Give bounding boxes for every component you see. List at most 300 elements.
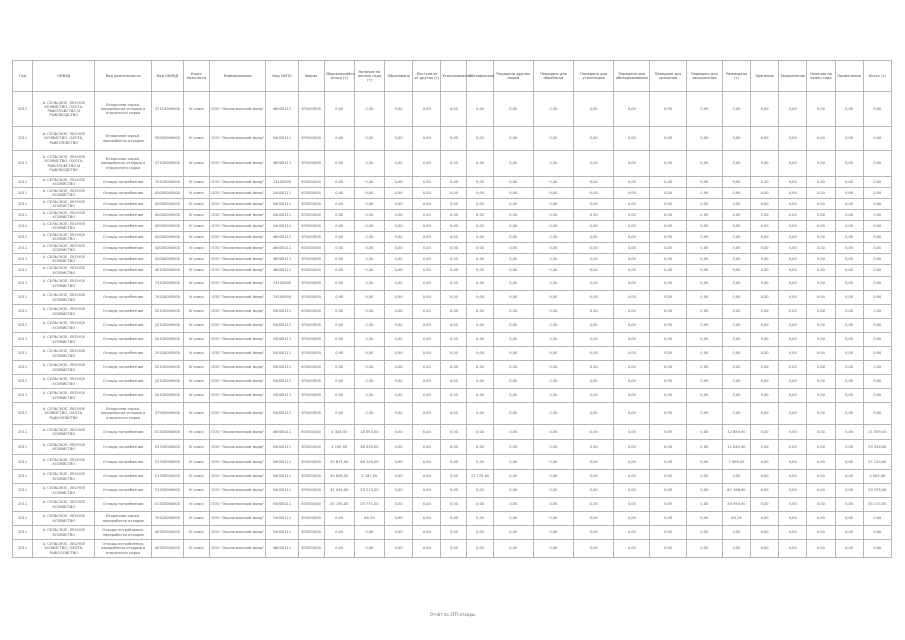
table-cell: 0,00 bbox=[863, 403, 891, 425]
table-cell: IV класс bbox=[183, 425, 209, 440]
table-cell: Отходы потребления bbox=[95, 455, 151, 470]
table-cell: 0,00 bbox=[614, 425, 650, 440]
table-cell: 0,00 bbox=[614, 92, 650, 127]
column-header: Наличие на конец года bbox=[807, 61, 835, 92]
table-cell: 0,00 bbox=[863, 199, 891, 210]
table-cell: 0,00 bbox=[807, 277, 835, 291]
table-cell: 0,00 bbox=[493, 254, 533, 265]
table-row bbox=[13, 498, 892, 512]
table-cell: 46000111 bbox=[266, 243, 298, 254]
table-cell: 0,00 bbox=[493, 232, 533, 243]
table-cell: 0,00 bbox=[324, 232, 354, 243]
table-cell: 0,00 bbox=[533, 319, 573, 333]
table-cell: 0,00 bbox=[574, 319, 614, 333]
table-cell: 0,00 bbox=[354, 151, 384, 177]
column-header: Передано для захоронения bbox=[686, 61, 722, 92]
table-cell: 0,00 bbox=[324, 403, 354, 425]
table-cell: 2011 bbox=[13, 291, 33, 305]
table-cell: 0,00 bbox=[722, 232, 750, 243]
table-cell: 0,00 bbox=[533, 347, 573, 361]
table-cell: ООО "Экологический фонд" bbox=[210, 498, 266, 512]
table-cell: 0,00 bbox=[533, 361, 573, 375]
table-cell: 67000/000 bbox=[298, 291, 324, 305]
table-cell: 0,00 bbox=[493, 440, 533, 455]
table-cell: 54000111 bbox=[266, 127, 298, 151]
table-cell: 0,00 bbox=[467, 333, 493, 347]
table-cell: 0,00 bbox=[835, 232, 863, 243]
column-header: Код ОКПО bbox=[266, 61, 298, 92]
table-cell: 0,00 bbox=[574, 375, 614, 389]
table-row bbox=[13, 199, 892, 210]
table-cell: А. СЕЛЬСКОЕ, ЛЕСНОЕ ХОЗЯЙСТВО, ОХОТА, РЫБОЛОВСТВО bbox=[33, 127, 95, 151]
table-cell: 0,00 bbox=[614, 221, 650, 232]
table-cell: 24000111 bbox=[266, 526, 298, 540]
table-cell: IV класс bbox=[183, 92, 209, 127]
table-cell: А. СЕЛЬСКОЕ, ЛЕСНОЕ ХОЗЯЙСТВО, ОХОТА, РЫБОЛОВСТВО И РЫБОВОДСТВО bbox=[33, 92, 95, 127]
table-cell: 0,00 bbox=[807, 484, 835, 498]
table-cell: 0,00 bbox=[385, 389, 413, 403]
table-cell: 0,00 bbox=[533, 455, 573, 470]
table-cell: 0,00 bbox=[354, 199, 384, 210]
table-cell: 0,00 bbox=[650, 319, 686, 333]
table-cell: 0,00 bbox=[779, 254, 807, 265]
table-cell: 0,00 bbox=[863, 319, 891, 333]
table-cell: 67000/000 bbox=[298, 254, 324, 265]
table-cell: 0,00 bbox=[441, 199, 467, 210]
table-cell: 0,00 bbox=[835, 375, 863, 389]
table-cell: 18 053,00 bbox=[354, 425, 384, 440]
table-cell: 0,00 bbox=[835, 333, 863, 347]
table-cell: 20100000000 bbox=[151, 375, 183, 389]
table-cell: 0,00 bbox=[493, 526, 533, 540]
table-cell: 67000/000 bbox=[298, 375, 324, 389]
table-cell: 0,00 bbox=[467, 375, 493, 389]
table-cell: IV класс bbox=[183, 540, 209, 558]
table-cell: 0,00 bbox=[467, 455, 493, 470]
table-cell: 0,00 bbox=[779, 440, 807, 455]
table-cell: 0,00 bbox=[574, 526, 614, 540]
table-cell: 2011 bbox=[13, 319, 33, 333]
table-cell: 0,00 bbox=[614, 188, 650, 199]
table-cell: 0,00 bbox=[751, 470, 779, 484]
table-cell: 0,00 bbox=[467, 221, 493, 232]
table-cell: 0,00 bbox=[441, 291, 467, 305]
table-cell: 0,00 bbox=[354, 265, 384, 277]
table-cell: 74100000 bbox=[266, 277, 298, 291]
table-cell: 0,00 bbox=[413, 361, 441, 375]
table-cell: 0,00 bbox=[807, 375, 835, 389]
table-cell: 0,00 bbox=[807, 305, 835, 319]
table-cell: 0,00 bbox=[533, 333, 573, 347]
table-cell: 0,00 bbox=[385, 440, 413, 455]
table-cell: ООО "Экологический фонд" bbox=[210, 151, 266, 177]
table-cell: 0,00 bbox=[441, 243, 467, 254]
table-cell: 0,00 bbox=[807, 540, 835, 558]
table-cell: 0,00 bbox=[751, 199, 779, 210]
table-cell: 0,00 bbox=[779, 361, 807, 375]
column-header: Код ОКВЭД bbox=[151, 61, 183, 92]
table-cell: 42000000000 bbox=[151, 243, 183, 254]
table-cell: 0,00 bbox=[324, 92, 354, 127]
table-cell: 0,00 bbox=[650, 221, 686, 232]
table-cell: 0,00 bbox=[686, 403, 722, 425]
table-cell: Отходы потребления bbox=[95, 389, 151, 403]
table-cell: 2011 bbox=[13, 333, 33, 347]
table-cell: 51700000000 bbox=[151, 440, 183, 455]
table-cell: 0,00 bbox=[650, 440, 686, 455]
table-cell: 0,00 bbox=[863, 305, 891, 319]
table-cell: 0,00 bbox=[385, 210, 413, 221]
table-cell: 0,00 bbox=[574, 512, 614, 526]
table-cell: 0,00 bbox=[807, 243, 835, 254]
table-cell: А. СЕЛЬСКОЕ, ЛЕСНОЕ ХОЗЯЙСТВО bbox=[33, 455, 95, 470]
table-cell: 0,00 bbox=[863, 333, 891, 347]
table-cell: 0,00 bbox=[686, 333, 722, 347]
table-cell: А. СЕЛЬСКОЕ, ЛЕСНОЕ ХОЗЯЙСТВО bbox=[33, 470, 95, 484]
table-cell: 0,00 bbox=[650, 512, 686, 526]
table-cell: 0,00 bbox=[835, 361, 863, 375]
table-cell: 0,00 bbox=[614, 347, 650, 361]
table-cell: 0,00 bbox=[835, 470, 863, 484]
table-cell: 74100000 bbox=[266, 291, 298, 305]
table-cell: 0,00 bbox=[354, 375, 384, 389]
table-cell: 0,00 bbox=[385, 526, 413, 540]
table-cell: 0,00 bbox=[614, 291, 650, 305]
table-body bbox=[13, 92, 892, 558]
table-cell: 4 343,00 bbox=[324, 425, 354, 440]
table-cell: 0,00 bbox=[467, 277, 493, 291]
table-cell: IV класс bbox=[183, 347, 209, 361]
table-cell: 0,00 bbox=[493, 540, 533, 558]
table-cell: 0,00 bbox=[574, 455, 614, 470]
table-cell: 0,00 bbox=[751, 305, 779, 319]
table-cell: 0,00 bbox=[324, 361, 354, 375]
table-cell: 0,00 bbox=[413, 455, 441, 470]
table-cell: 0,00 bbox=[614, 277, 650, 291]
table-cell: 2011 bbox=[13, 199, 33, 210]
table-cell: 0,00 bbox=[441, 470, 467, 484]
table-cell: А. СЕЛЬСКОЕ, ЛЕСНОЕ ХОЗЯЙСТВО, ОХОТА, РЫБОЛОВСТВО bbox=[33, 403, 95, 425]
table-cell: 0,00 bbox=[467, 177, 493, 188]
table-cell: А. СЕЛЬСКОЕ, ЛЕСНОЕ ХОЗЯЙСТВО bbox=[33, 375, 95, 389]
table-cell: 0,00 bbox=[574, 254, 614, 265]
table-cell: ООО "Экологический фонд" bbox=[210, 188, 266, 199]
table-cell: 0,00 bbox=[650, 425, 686, 440]
table-cell: ООО "Экологический фонд" bbox=[210, 484, 266, 498]
table-cell: 0,00 bbox=[467, 498, 493, 512]
table-cell: 0,00 bbox=[441, 512, 467, 526]
table-cell: Отходы потребления bbox=[95, 440, 151, 455]
table-cell: 42000000000 bbox=[151, 221, 183, 232]
table-cell: 0,00 bbox=[722, 347, 750, 361]
table-cell: 0,00 bbox=[722, 291, 750, 305]
table-cell: 0,00 bbox=[441, 540, 467, 558]
table-cell: 0,00 bbox=[413, 221, 441, 232]
table-cell: 0,00 bbox=[354, 347, 384, 361]
table-cell: 0,00 bbox=[413, 440, 441, 455]
table-cell: 0,00 bbox=[574, 470, 614, 484]
table-cell: 0,00 bbox=[413, 484, 441, 498]
table-cell: Отходы потребления bbox=[95, 319, 151, 333]
table-cell: 0,00 bbox=[614, 512, 650, 526]
table-cell: 45300000000 bbox=[151, 540, 183, 558]
table-cell: 0,00 bbox=[354, 177, 384, 188]
table-cell: 0,00 bbox=[807, 127, 835, 151]
table-cell: 0,00 bbox=[324, 177, 354, 188]
table-cell: 0,00 bbox=[441, 151, 467, 177]
table-cell: IV класс bbox=[183, 210, 209, 221]
table-cell: 0,00 bbox=[751, 333, 779, 347]
table-cell: 0,00 bbox=[533, 92, 573, 127]
table-row bbox=[13, 526, 892, 540]
table-cell: 0,00 bbox=[863, 177, 891, 188]
table-cell: 20100000000 bbox=[151, 333, 183, 347]
table-cell: 0,00 bbox=[413, 265, 441, 277]
table-cell: IV класс bbox=[183, 389, 209, 403]
header-row bbox=[13, 61, 892, 92]
table-cell: 0,00 bbox=[324, 199, 354, 210]
table-cell: 0,00 bbox=[574, 199, 614, 210]
table-cell: IV класс bbox=[183, 455, 209, 470]
table-cell: 0,00 bbox=[722, 526, 750, 540]
table-cell: 0,00 bbox=[385, 425, 413, 440]
table-cell: 0,00 bbox=[835, 291, 863, 305]
table-cell: 0,00 bbox=[779, 177, 807, 188]
table-cell: 0,00 bbox=[835, 512, 863, 526]
table-cell: 0,00 bbox=[493, 347, 533, 361]
table-cell: 0,00 bbox=[779, 210, 807, 221]
table-cell: 0,00 bbox=[807, 232, 835, 243]
table-cell: 0,00 bbox=[614, 389, 650, 403]
table-cell: 0,00 bbox=[686, 526, 722, 540]
table-cell: 54000111 bbox=[266, 319, 298, 333]
table-cell: 0,00 bbox=[686, 484, 722, 498]
table-cell: 0,00 bbox=[686, 375, 722, 389]
table-cell: Отходы потребления bbox=[95, 498, 151, 512]
table-cell: 0,00 bbox=[385, 305, 413, 319]
table-cell: 0,00 bbox=[385, 127, 413, 151]
table-cell: 67000/000 bbox=[298, 127, 324, 151]
table-cell: 0,00 bbox=[722, 243, 750, 254]
table-cell: Вторичное сырьё, переработка отходов bbox=[95, 512, 151, 526]
table-cell: 0,00 bbox=[385, 92, 413, 127]
table-cell: IV класс bbox=[183, 440, 209, 455]
column-header: Всего (т) bbox=[863, 61, 891, 92]
table-cell: ООО "Экологический фонд" bbox=[210, 375, 266, 389]
table-cell: 0,00 bbox=[385, 540, 413, 558]
table-cell: 87 198,00 bbox=[722, 484, 750, 498]
table-cell: 67000/000 bbox=[298, 526, 324, 540]
table-cell: 0,00 bbox=[779, 305, 807, 319]
table-cell: А. СЕЛЬСКОЕ, ЛЕСНОЕ ХОЗЯЙСТВО bbox=[33, 291, 95, 305]
table-cell: 0,00 bbox=[413, 151, 441, 177]
table-cell: ООО "Экологический фонд" bbox=[210, 177, 266, 188]
table-cell: 0,00 bbox=[413, 277, 441, 291]
table-cell: IV класс bbox=[183, 254, 209, 265]
table-cell: 0,00 bbox=[650, 254, 686, 265]
table-cell: 0,00 bbox=[614, 470, 650, 484]
table-cell: 0,00 bbox=[467, 188, 493, 199]
table-cell: 0,00 bbox=[722, 254, 750, 265]
table-cell: 0,00 bbox=[722, 199, 750, 210]
table-cell: 20100000000 bbox=[151, 319, 183, 333]
table-cell: 67000/000 bbox=[298, 333, 324, 347]
table-cell: А. СЕЛЬСКОЕ, ЛЕСНОЕ ХОЗЯЙСТВО bbox=[33, 526, 95, 540]
table-cell: 0,00 bbox=[574, 265, 614, 277]
table-cell: 0,00 bbox=[533, 243, 573, 254]
table-cell: А. СЕЛЬСКОЕ, ЛЕСНОЕ ХОЗЯЙСТВО bbox=[33, 512, 95, 526]
table-cell: 0,00 bbox=[807, 333, 835, 347]
table-cell: 0,00 bbox=[779, 291, 807, 305]
table-cell: 0,00 bbox=[493, 389, 533, 403]
table-cell: 42000000000 bbox=[151, 254, 183, 265]
table-cell: 46000111 bbox=[266, 425, 298, 440]
table-cell: 0,00 bbox=[807, 221, 835, 232]
table-cell: 0,00 bbox=[779, 512, 807, 526]
table-cell: 0,00 bbox=[324, 221, 354, 232]
table-cell: 2011 bbox=[13, 403, 33, 425]
table-cell: 0,00 bbox=[722, 361, 750, 375]
table-cell: 0,00 bbox=[863, 540, 891, 558]
table-cell: 0,00 bbox=[354, 254, 384, 265]
table-cell: IV класс bbox=[183, 277, 209, 291]
table-cell: 0,00 bbox=[533, 254, 573, 265]
table-cell: 0,00 bbox=[354, 333, 384, 347]
table-row bbox=[13, 389, 892, 403]
table-cell: 0,00 bbox=[863, 277, 891, 291]
table-cell: 54000111 bbox=[266, 498, 298, 512]
table-cell: Отходы потребления bbox=[95, 243, 151, 254]
table-cell: 2011 bbox=[13, 347, 33, 361]
table-cell: 0,00 bbox=[574, 127, 614, 151]
table-cell: IV класс bbox=[183, 375, 209, 389]
table-cell: 0,00 bbox=[441, 361, 467, 375]
table-cell: 0,00 bbox=[533, 403, 573, 425]
table-cell: 0,00 bbox=[493, 512, 533, 526]
table-cell: 0,00 bbox=[686, 361, 722, 375]
table-cell: 0,00 bbox=[686, 221, 722, 232]
table-cell: 0,00 bbox=[441, 484, 467, 498]
table-row bbox=[13, 512, 892, 526]
table-cell: Отходы потребления bbox=[95, 277, 151, 291]
table-cell: 0,00 bbox=[722, 540, 750, 558]
table-cell: 0,00 bbox=[650, 188, 686, 199]
table-cell: 2011 bbox=[13, 375, 33, 389]
table-cell: 0,00 bbox=[385, 347, 413, 361]
table-cell: 0,00 bbox=[722, 375, 750, 389]
table-cell: 2011 bbox=[13, 540, 33, 558]
table-cell: Вторичное сырьё, переработка отходов bbox=[95, 127, 151, 151]
table-cell: 0,00 bbox=[467, 347, 493, 361]
table-cell: 48 125,00 bbox=[354, 455, 384, 470]
table-cell: 0,00 bbox=[385, 291, 413, 305]
table-cell: 0,00 bbox=[650, 177, 686, 188]
table-cell: 0,00 bbox=[650, 498, 686, 512]
table-cell: А. СЕЛЬСКОЕ, ЛЕСНОЕ ХОЗЯЙСТВО bbox=[33, 305, 95, 319]
table-cell: 0,00 bbox=[686, 512, 722, 526]
table-cell: А. СЕЛЬСКОЕ, ЛЕСНОЕ ХОЗЯЙСТВО bbox=[33, 210, 95, 221]
table-cell: 0,00 bbox=[354, 92, 384, 127]
table-cell: 0,00 bbox=[779, 265, 807, 277]
table-cell: 0,00 bbox=[835, 265, 863, 277]
table-cell: 0,00 bbox=[686, 243, 722, 254]
table-cell: 0,00 bbox=[413, 177, 441, 188]
table-cell: 0,00 bbox=[835, 455, 863, 470]
table-cell: 0,00 bbox=[385, 375, 413, 389]
table-cell: 11 040,00 bbox=[722, 440, 750, 455]
table-cell: 24000111 bbox=[266, 512, 298, 526]
table-cell: 2011 bbox=[13, 470, 33, 484]
table-cell: 0,00 bbox=[324, 347, 354, 361]
table-cell: 0,00 bbox=[686, 199, 722, 210]
table-cell: 17 775,00 bbox=[467, 470, 493, 484]
table-cell: А. СЕЛЬСКОЕ, ЛЕСНОЕ ХОЗЯЙСТВО bbox=[33, 177, 95, 188]
table-cell: 0,00 bbox=[686, 291, 722, 305]
table-cell: 0,00 bbox=[324, 151, 354, 177]
column-header: Утилизировано bbox=[441, 61, 467, 92]
table-cell: 0,00 bbox=[354, 277, 384, 291]
table-cell: 0,00 bbox=[686, 425, 722, 440]
table-cell: 0,00 bbox=[751, 319, 779, 333]
table-cell: 0,00 bbox=[533, 470, 573, 484]
table-cell: 0,00 bbox=[493, 361, 533, 375]
table-cell: 0,00 bbox=[835, 151, 863, 177]
table-cell: 2011 bbox=[13, 526, 33, 540]
table-cell: IV класс bbox=[183, 127, 209, 151]
table-cell: 0,00 bbox=[467, 232, 493, 243]
table-cell: 54000111 bbox=[266, 455, 298, 470]
table-cell: 0,00 bbox=[467, 199, 493, 210]
table-cell: 0,00 bbox=[807, 319, 835, 333]
table-cell: 67000/000 bbox=[298, 243, 324, 254]
table-cell: 0,00 bbox=[863, 526, 891, 540]
table-cell: ООО "Экологический фонд" bbox=[210, 389, 266, 403]
table-cell: 0,00 bbox=[650, 361, 686, 375]
table-cell: 0,00 bbox=[686, 455, 722, 470]
table-cell: Отходы потребления bbox=[95, 221, 151, 232]
table-cell: 0,00 bbox=[722, 319, 750, 333]
table-cell: 0,00 bbox=[533, 199, 573, 210]
table-cell: 42000000000 bbox=[151, 188, 183, 199]
table-cell: 0,00 bbox=[722, 221, 750, 232]
table-cell: 0,00 bbox=[779, 151, 807, 177]
table-cell: 0,00 bbox=[779, 498, 807, 512]
table-cell: 33 213,00 bbox=[354, 484, 384, 498]
table-cell: IV класс bbox=[183, 151, 209, 177]
table-cell: 0,00 bbox=[533, 512, 573, 526]
table-cell: Отходы потребления bbox=[95, 333, 151, 347]
table-cell: 0,00 bbox=[863, 221, 891, 232]
column-header: Вид деятельности bbox=[95, 61, 151, 92]
table-cell: 54000111 bbox=[266, 375, 298, 389]
table-row bbox=[13, 232, 892, 243]
table-cell: 0,00 bbox=[533, 375, 573, 389]
table-cell: ООО "Экологический фонд" bbox=[210, 210, 266, 221]
table-cell: Отходы потребления bbox=[95, 347, 151, 361]
table-cell: 0,00 bbox=[614, 199, 650, 210]
table-cell: 0,00 bbox=[686, 265, 722, 277]
table-cell: 80,23 bbox=[354, 512, 384, 526]
table-cell: А. СЕЛЬСКОЕ, ЛЕСНОЕ ХОЗЯЙСТВО bbox=[33, 254, 95, 265]
table-cell: 0,00 bbox=[441, 265, 467, 277]
table-cell: 37900000000 bbox=[151, 403, 183, 425]
table-cell: 2011 bbox=[13, 512, 33, 526]
table-cell: 0,00 bbox=[574, 540, 614, 558]
table-cell: 0,00 bbox=[835, 277, 863, 291]
table-cell: 0,00 bbox=[807, 512, 835, 526]
column-header: Поступило от других (т) bbox=[413, 61, 441, 92]
table-cell: 0,00 bbox=[354, 526, 384, 540]
